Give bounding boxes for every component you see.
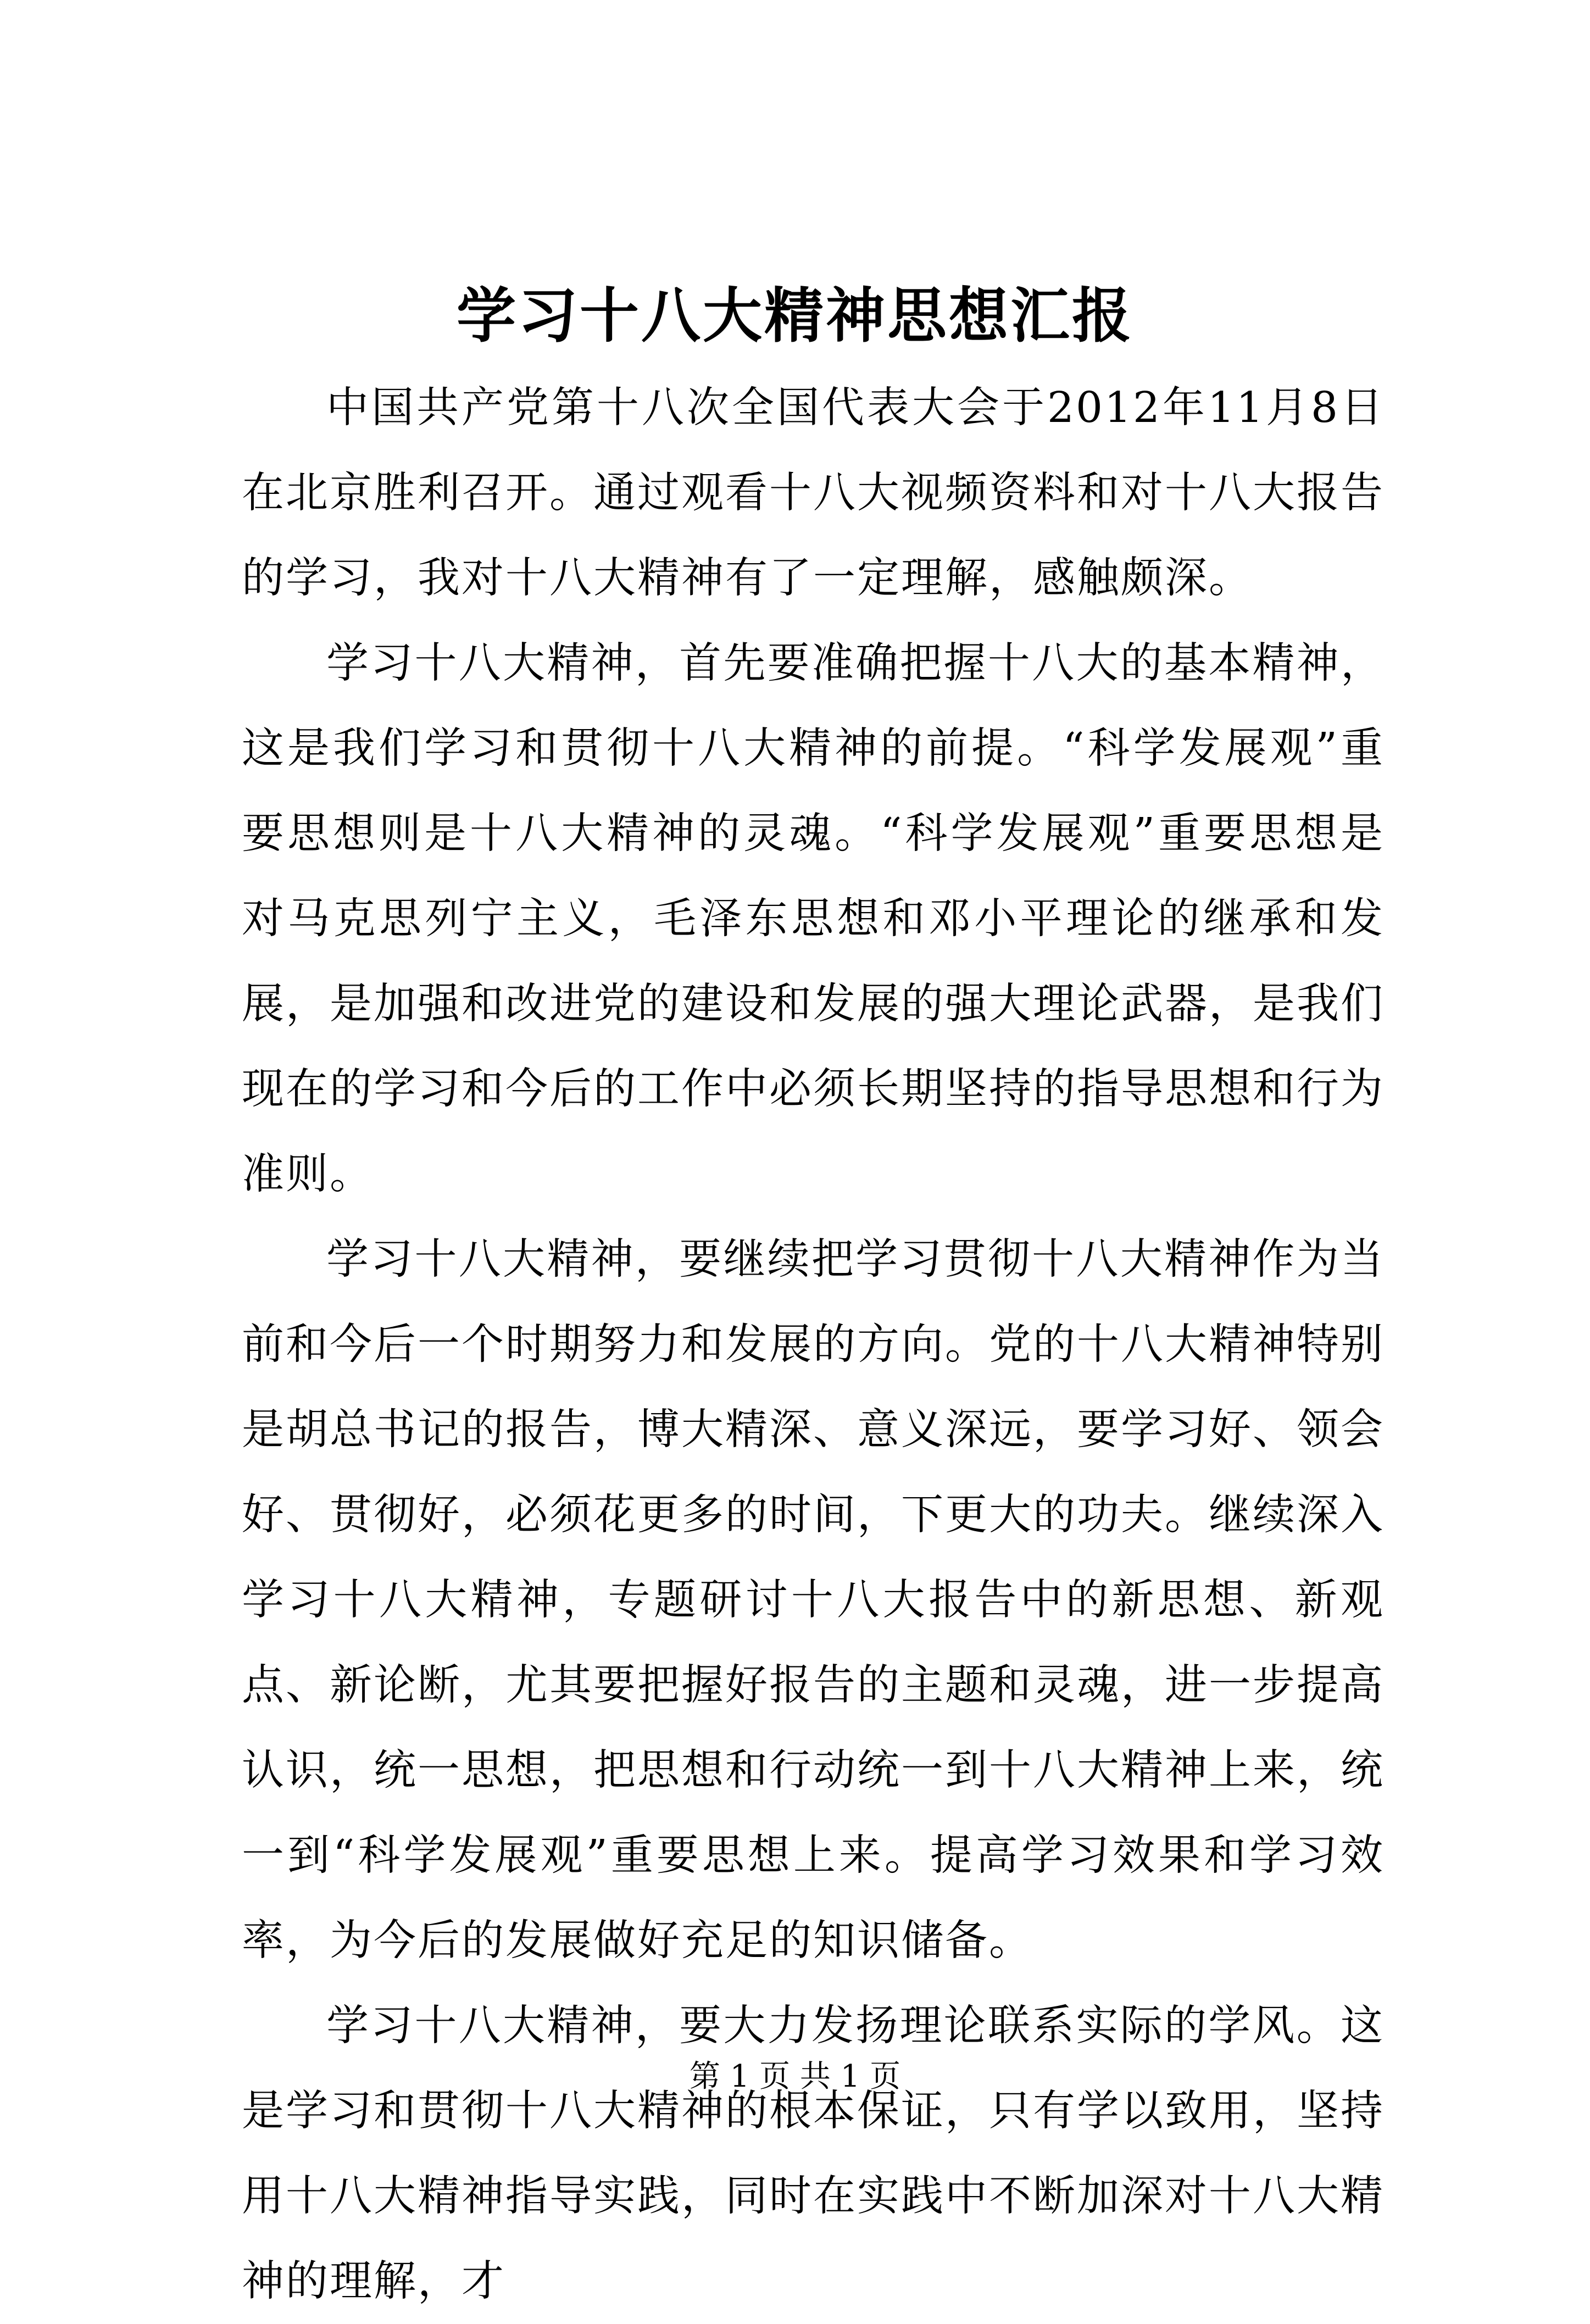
document-body [242,365,1385,2324]
document-title: 学习十八大精神思想汇报 [456,281,1133,351]
paragraph-2: 学习十八大精神，首先要准确把握十八大的基本精神，这是我们学习和贯彻十八大精神的前提。“科学发展观”重要思想则是十八大精神的灵魂。“科学发展观”重要思想是对马克思列宁主义，毛泽东思想和邓小平理论的继承和发展，是加强和改进党的建设和发展的强大理论武器，是我们现在的学习和今后的工作中必须长期坚持的指导思想和行为准则。 [242,639,1385,1199]
paragraph-3: 学习十八大精神，要继续把学习贯彻十八大精神作为当前和今后一个时期努力和发展的方向。党的十八大精神特别是胡总书记的报告，博大精深、意义深远，要学习好、领会好、贯彻好，必须花更多的时间，下更大的功夫。继续深入学习十八大精神，专题研讨十八大报告中的新思想、新观点、新论断，尤其要把握好报告的主题和灵魂，进一步提高认识，统一思想，把思想和行动统一到十八大精神上来，统一到“科学发展观”重要思想上来。提高学习效果和学习效率，为今后的发展做好充足的知识储备。 [242,1235,1385,1965]
page-number-footer: 第 1 页 共 1 页 [689,2059,901,2094]
paragraph-4: 学习十八大精神，要大力发扬理论联系实际的学风。这是学习和贯彻十八大精神的根本保证，只有学以致用，坚持用十八大精神指导实践，同时在实践中不断加深对十八大精神的理解，才 [242,2001,1385,2306]
paragraph-1: 中国共产党第十八次全国代表大会于2012年11月8日在北京胜利召开。通过观看十八大视频资料和对十八大报告的学习，我对十八大精神有了一定理解，感触颇深。 [242,383,1385,603]
